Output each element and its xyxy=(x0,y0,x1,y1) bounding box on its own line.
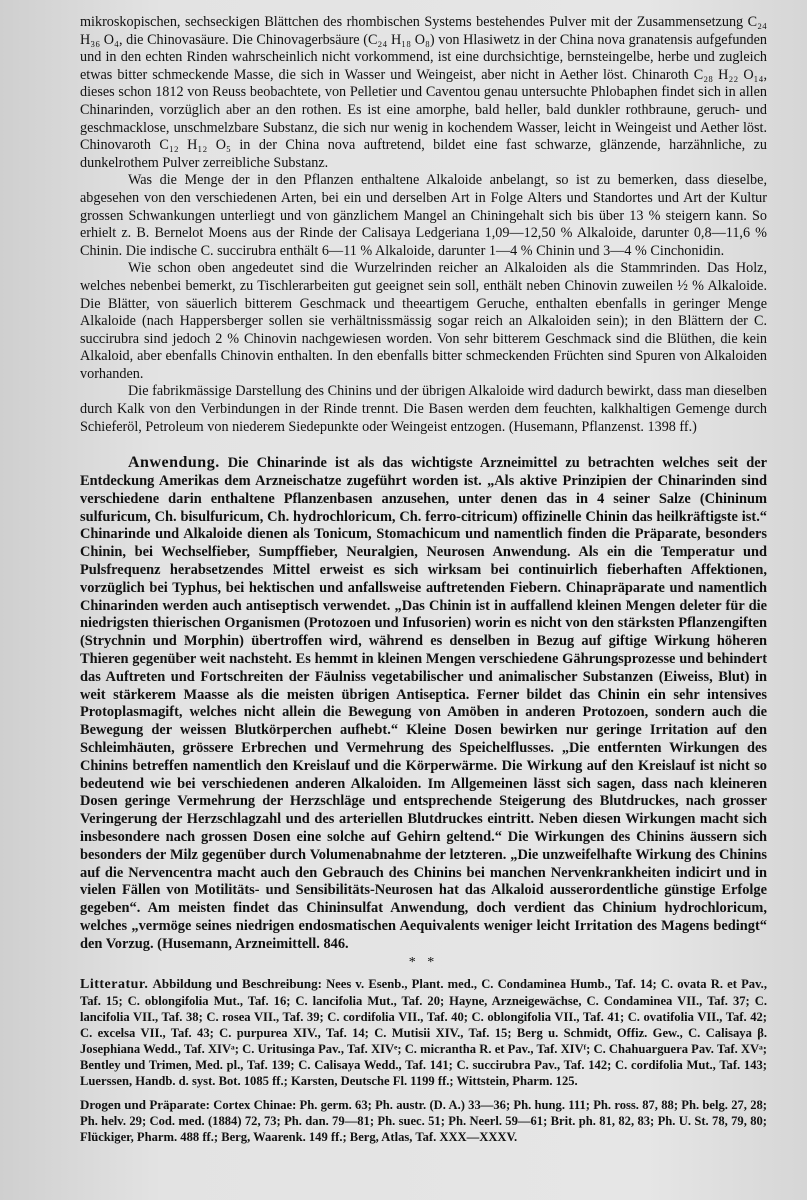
spacer xyxy=(80,436,767,454)
litteratur-text: Nees v. Esenb., Plant. med., C. Condaminea Humb., Taf. 14; C. ovata R. et Pav., Taf. 15; C. oblongifolia Mut., Taf. 16; C. lancifolia Mut., Taf. 20; Hayne, Arzneigewächse, C. Condaminea VII., Taf. 37; C. lancifolia VII., Taf. 38; C. rosea VII., Taf. 39; C. cordifolia VII., Taf. 40; C. oblongifolia VII., Taf. 41; C. ovatifolia VII., Taf. 42; C. excelsa VII., Taf. 43; C. purpurea XIV., Taf. 14; C. Mutisii XIV., Taf. 15; Berg u. Schmidt, Offiz. Gew., C. Calisaya β. Josephiana Wedd., Taf. XIVᵃ; C. Uritusinga Pav., Taf. XIVᵉ; C. micrantha R. et Pav., Taf. XIVᶠ; C. Chahuarguera Pav. Taf. XVᵃ; Bentley und Trimen, Med. pl., Taf. 139; C. Calisaya Wedd., Taf. 141; C. succirubra Pav., Taf. 142; C. cordifolia Mut., Taf. 143; Luerssen, Handb. d. syst. Bot. 1085 ff.; Karsten, Deutsche Fl. 1199 ff.; Wittstein, Pharm. 125. xyxy=(80,976,767,1088)
paragraph-root-bark: Wie schon oben angedeutet sind die Wurzelrinden reicher an Alkaloiden als die Stammrinden. Das Holz, welches nebenbei bemerkt, zu Tischlerarbeiten gut geeignet sein soll, enthält neben Chinovin zuweilen ½ % Alkaloide. Die Blätter, von säuerlich bitterem Geschmack und theeartigem Geruche, enthalten ebenfalls in geringer Menge Alkaloide (nach Happersberger sollen sie verhältnissmässig sogar reich an Alkaloiden sein); in den Blättern der C. succirubra sind jedoch 2 % Chinovin nachgewiesen worden. Von sehr bitterem Geschmack sind die Blüthen, die kein Alkaloid, aber ebenfalls Chinovin enthalten. In den ebenfalls bitter schmeckenden Früchten sind Spuren von Alkaloiden vorhanden. xyxy=(80,260,767,382)
anwendung-text: Die Chinarinde ist als das wichtigste Arzneimittel zu betrachten welches seit der Entdeckung Amerikas dem Arzneischatze zugeführt worden ist. „Als aktive Prinzipien der Chinarinden sind verschiedene darin enthaltene Pflanzenbasen anzusehen, unter denen das in 4 seiner Salze (Chininum sulfuricum, Ch. bisulfuricum, Ch. hydrochloricum, Ch. ferro-citricum) offizinelle Chinin das heilkräftigste ist.“ Chinarinde und Alkaloide dienen als Tonicum, Stomachicum und namentlich finden die Präparate, besonders Chinin, bei Wechselfieber, Sumpffieber, Neuralgien, Neurosen Anwendung. Als ein die Temperatur und Pulsfrequenz herabsetzendes Mittel erweist es sich wirksam bei continuirlich fieberhaften Affektionen, vorzüglich bei Typhus, bei hektischen und anfallsweise auftretenden Fiebern. Chinapräparate und namentlich Chinarinden werden auch antiseptisch verwendet. „Das Chinin ist in auffallend kleinen Mengen deleter für die niedrigsten thierischen Organismen (Protozoen und Infusorien) worin es nicht von den stärksten Pflanzengiften (Strychnin und Morphin) übertroffen wird, während es denselben in Bezug auf giftige Wirkung höheren Thieren gegenüber weit nachsteht. Es hemmt in kleinen Mengen verschiedene Gährungsprozesse und behindert das Auftreten und Fortschreiten der Fäulniss vegetabilischer und animalischer Substanzen (Eiweiss, Blut) in weit stärkerem Maasse als die meisten übrigen Antiseptica. Ferner bildet das Chinin ein sehr intensives Protoplasmagift, welches nicht allein die Bewegung von Amöben in anderen Protozoen, sondern auch die Bewegung der weissen Blutkörperchen aufhebt.“ Kleine Dosen bewirken nur geringe Irritation auf den Schleimhäuten, grössere Erbrechen und Vermehrung des Speichelflusses. „Die entfernten Wirkungen des Chinins betreffen namentlich den Kreislauf und die Körperwärme. Die Wirkung auf den Kreislauf ist nicht so bedeutend wie bei verschiedenen anderen Alkaloiden. Im Allgemeinen lässt sich sagen, dass nach kleineren Dosen geringe Vermehrung der Herzschläge und entsprechende Steigerung des Blutdruckes, nach grosser Veringerung der Herzschlagzahl und des arteriellen Blutdruckes eintritt. Neben diesen Wirkungen macht sich insbesondere nach grossen Dosen eine solche auf Gehirn geltend.“ Die Wirkungen des Chinins äussern sich besonders der Milz gegenüber durch Volumenabnahme der letzteren. „Die unzweifelhafte Wirkung des Chinins auf die Nervencentra macht auch den Gebrauch des Chinins bei manchen Nervenkrankheiten indicirt und in vielen Fällen von Motilitäts- und Sensibilitäts-Neurosen hat das Alkaloid ausserordentliche günstige Erfolge gegeben“. Am meisten findet das Chininsulfat Anwendung, doch verdient das Chinium hydrochloricum, welches „vermöge seines niedrigen endosmatischen Aequivalents weniger leicht Irritation des Magens bedingt“ den Vorzug. (Husemann, Arzneimittell. 846. xyxy=(80,455,767,952)
section-separator: * * xyxy=(408,954,439,970)
anwendung-paragraph xyxy=(80,454,767,953)
paragraph-manufacture: Die fabrikmässige Darstellung des Chinins und der übrigen Alkaloide wird dadurch bewirkt, dass man dieselben durch Kalk von den Verbindungen in der Rinde trennt. Die Basen werden dem feuchten, kalkhaltigen Gemenge durch Schieferöl, Petroleum von niederem Siedepunkte oder Weingeist entzogen. (Husemann, Pflanzenst. 1398 ff.) xyxy=(80,383,767,435)
drogen-paragraph xyxy=(80,1097,767,1145)
anwendung-heading: Anwendung. xyxy=(128,454,220,472)
paragraph-chinovasaeure: mikroskopischen, sechseckigen Blättchen des rhombischen Systems bestehendes Pulver mit der Zusammensetzung C₂₄ H₃₆ O₄, die Chinovasäure. Die Chinovagerbsäure (C₂₄ H₁₈ O₈) von Hlasiwetz in der China nova granatensis aufgefunden und in den echten Rinden wahrscheinlich nicht vorkommend, ist eine durchsichtige, bernsteingelbe, herbe und zugleich etwas bitter schmeckende Masse, die sich in Wasser und Weingeist, aber nicht in Aether löst. Chinaroth C₂₈ H₂₂ O₁₄, dieses schon 1812 von Reuss beobachtete, von Pelletier und Caventou genau untersuchte Phlobaphen findet sich in allen Chinarinden, vorzüglich aber an den rothen. Es ist eine amorphe, bald heller, bald dunkler rothbraune, geruch- und geschmacklose, unschmelzbare Substanz, die sich nur wenig in kochendem Wasser, leicht in Weingeist und Aether löst. Chinovaroth C₁₂ H₁₂ O₅ in der China nova auftretend, bildet eine fast schwarze, glänzende, harzähnliche, zu dunkelrothem Pulver zerreibliche Substanz. xyxy=(80,14,767,171)
drogen-text: Cortex Chinae: Ph. germ. 63; Ph. austr. (D. A.) 33—36; Ph. hung. 111; Ph. ross. 87, 88; Ph. belg. 27, 28; Ph. helv. 29; Cod. med. (1884) 72, 73; Ph. dan. 79—81; Ph. suec. 51; Ph. Neerl. 59—61; Brit. ph. 81, 82, 83; Ph. U. St. 78, 79, 80; Flückiger, Pharm. 488 ff.; Berg, Waarenk. 149 ff.; Berg, Atlas, Taf. XXX—XXXV. xyxy=(80,1097,767,1144)
litteratur-section xyxy=(80,976,767,1145)
drogen-heading: Drogen und Präparate: xyxy=(80,1096,210,1112)
intro-section xyxy=(80,14,767,436)
litteratur-heading: Litteratur. xyxy=(80,976,149,992)
paragraph-alkaloid-content: Was die Menge der in den Pflanzen enthaltene Alkaloide anbelangt, so ist zu bemerken, dass dieselbe, abgesehen von den verschiedenen Arten, bei ein und derselben Art in Folge Alters und Standortes und Art der Kultur grossen Schwankungen unterliegt und von gänzlichem Mangel an Chiningehalt sich bis über 13 % steigern kann. So erhielt z. B. Bernelot Moens aus der Rinde der Calisaya Ledgeriana 1,09—12,50 % Alkaloide, darunter 0,8—11,6 % Chinin. Die indische C. succirubra enthält 6—11 % Alkaloide, darunter 1—4 % Chinin und 3—4 % Cinchonidin. xyxy=(80,172,767,259)
anwendung-section xyxy=(80,454,767,953)
litteratur-paragraph xyxy=(80,976,767,1089)
litteratur-subheading: Abbildung und Beschreibung: xyxy=(152,975,322,991)
